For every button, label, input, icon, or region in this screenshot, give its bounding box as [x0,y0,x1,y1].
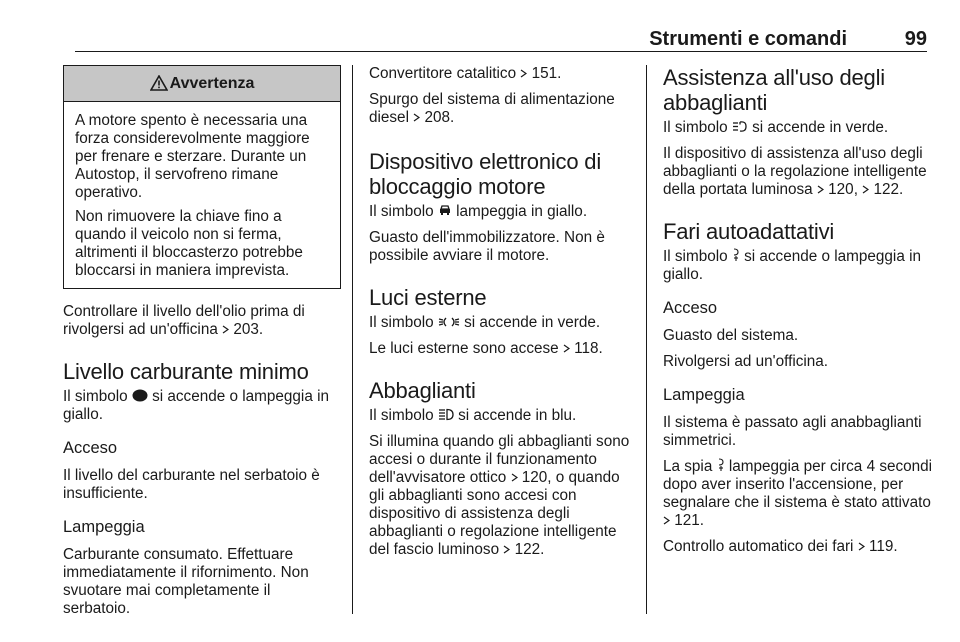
page-reference-icon [511,473,518,482]
acceso-paragraph: Guasto del sistema. [663,327,799,344]
section-title: Strumenti e comandi [649,28,847,50]
page-header [75,28,927,50]
immobilizer-paragraph: Guasto dell'immobilizzatore. Non è possibile avviare il motore. [369,229,605,264]
lampeggia-detail-paragraph: La spia lampeggia per circa 4 secondi dopo aver inserito l'accensione, per segnalare che il sistema è stato attivato 121. [663,458,933,529]
column-divider [646,65,647,614]
lampeggia-heading: Lampeggia [663,386,745,404]
exterior-lights-paragraph: Le luci esterne sono accese 118. [369,340,603,357]
exterior-lights-heading: Luci esterne [369,285,487,310]
acceso-paragraph: Rivolgersi ad un'officina. [663,353,829,370]
acceso-paragraph: Il livello del carburante nel serbatoio è insufficiente. [63,467,320,502]
page-reference-icon [503,545,510,554]
adaptive-light-icon [732,248,740,262]
warning-title: Avvertenza [169,75,255,92]
high-beam-heading: Abbaglianti [369,378,476,403]
lampeggia-paragraph: Il sistema è passato agli anabbaglianti simmetrici. [663,414,922,449]
lampeggia-paragraph: Carburante consumato. Effettuare immediatamente il rifornimento. Non svuotare mai completamente il serbatoio. [63,546,309,617]
fuel-symbol-paragraph: Il simbolo si accende o lampeggia in giallo. [63,388,329,423]
page-reference-icon [663,516,670,525]
page-reference-icon [222,325,229,334]
high-beam-icon [438,408,454,421]
column-divider [352,65,353,614]
oil-paragraph: Controllare il livello dell'olio prima di rivolgersi ad un'officina 203. [63,303,305,338]
beam-assist-paragraph: Il dispositivo di assistenza all'uso degli abbaglianti o la regolazione intelligente della portata luminosa 120, 122. [663,145,927,198]
acceso-heading: Acceso [63,439,118,457]
lampeggia-heading: Lampeggia [63,518,145,536]
warning-header [64,66,340,102]
page-reference-icon [563,344,570,353]
adaptive-lights-heading: Fari autoadattativi [663,219,835,244]
page-reference-icon [862,185,869,194]
catalyst-paragraph: Convertitore catalitico 151. [369,65,562,82]
header-rule [75,51,927,52]
column-left [63,65,341,626]
immobilizer-symbol-paragraph: Il simbolo lampeggia in giallo. [369,203,588,220]
column-right [663,65,933,564]
column-middle [369,65,639,567]
page-reference-icon [413,113,420,122]
high-beam-paragraph: Si illumina quando gli abbaglianti sono accesi o durante il funzionamento dell'avvisatore ottico 120, o quando gli abbaglianti sono accesi con dispositivo di assistenza degli abbaglianti o regolazione intelligente del fascio luminoso 122. [369,433,630,558]
auto-high-beam-icon [732,120,748,133]
beam-assist-symbol-paragraph: Il simbolo si accende in verde. [663,119,889,136]
acceso-heading: Acceso [663,299,718,317]
page-number: 99 [904,28,927,50]
exterior-lights-symbol-paragraph: Il simbolo si accende in verde. [369,314,601,331]
purge-paragraph: Spurgo del sistema di alimentazione diesel 208. [369,91,615,126]
immobilizer-heading: Dispositivo elettronico di bloccaggio motore [369,149,602,199]
fuel-warning-icon [132,389,148,402]
warning-paragraph: Non rimuovere la chiave fino a quando il veicolo non si ferma, altrimenti il bloccasterzo potrebbe bloccarsi in maniera imprevista. [75,208,303,279]
warning-triangle-icon [150,75,168,91]
page-reference-icon [817,185,824,194]
car-key-icon [438,203,452,217]
beam-assist-heading: Assistenza all'uso degli abbaglianti [663,65,885,115]
side-lights-icon [438,316,460,328]
warning-paragraph: A motore spento è necessaria una forza considerevolmente maggiore per frenare e sterzare. Durante un Autostop, il servofreno rimane operativo. [75,112,310,201]
adaptive-light-icon [717,458,725,472]
adaptive-lights-symbol-paragraph: Il simbolo si accende o lampeggia in giallo. [663,248,921,283]
page-reference-icon [858,542,865,551]
page-reference-icon [520,69,527,78]
fuel-heading: Livello carburante minimo [63,359,309,384]
high-beam-symbol-paragraph: Il simbolo si accende in blu. [369,407,577,424]
warning-box [63,65,341,289]
auto-light-control-paragraph: Controllo automatico dei fari 119. [663,538,898,555]
